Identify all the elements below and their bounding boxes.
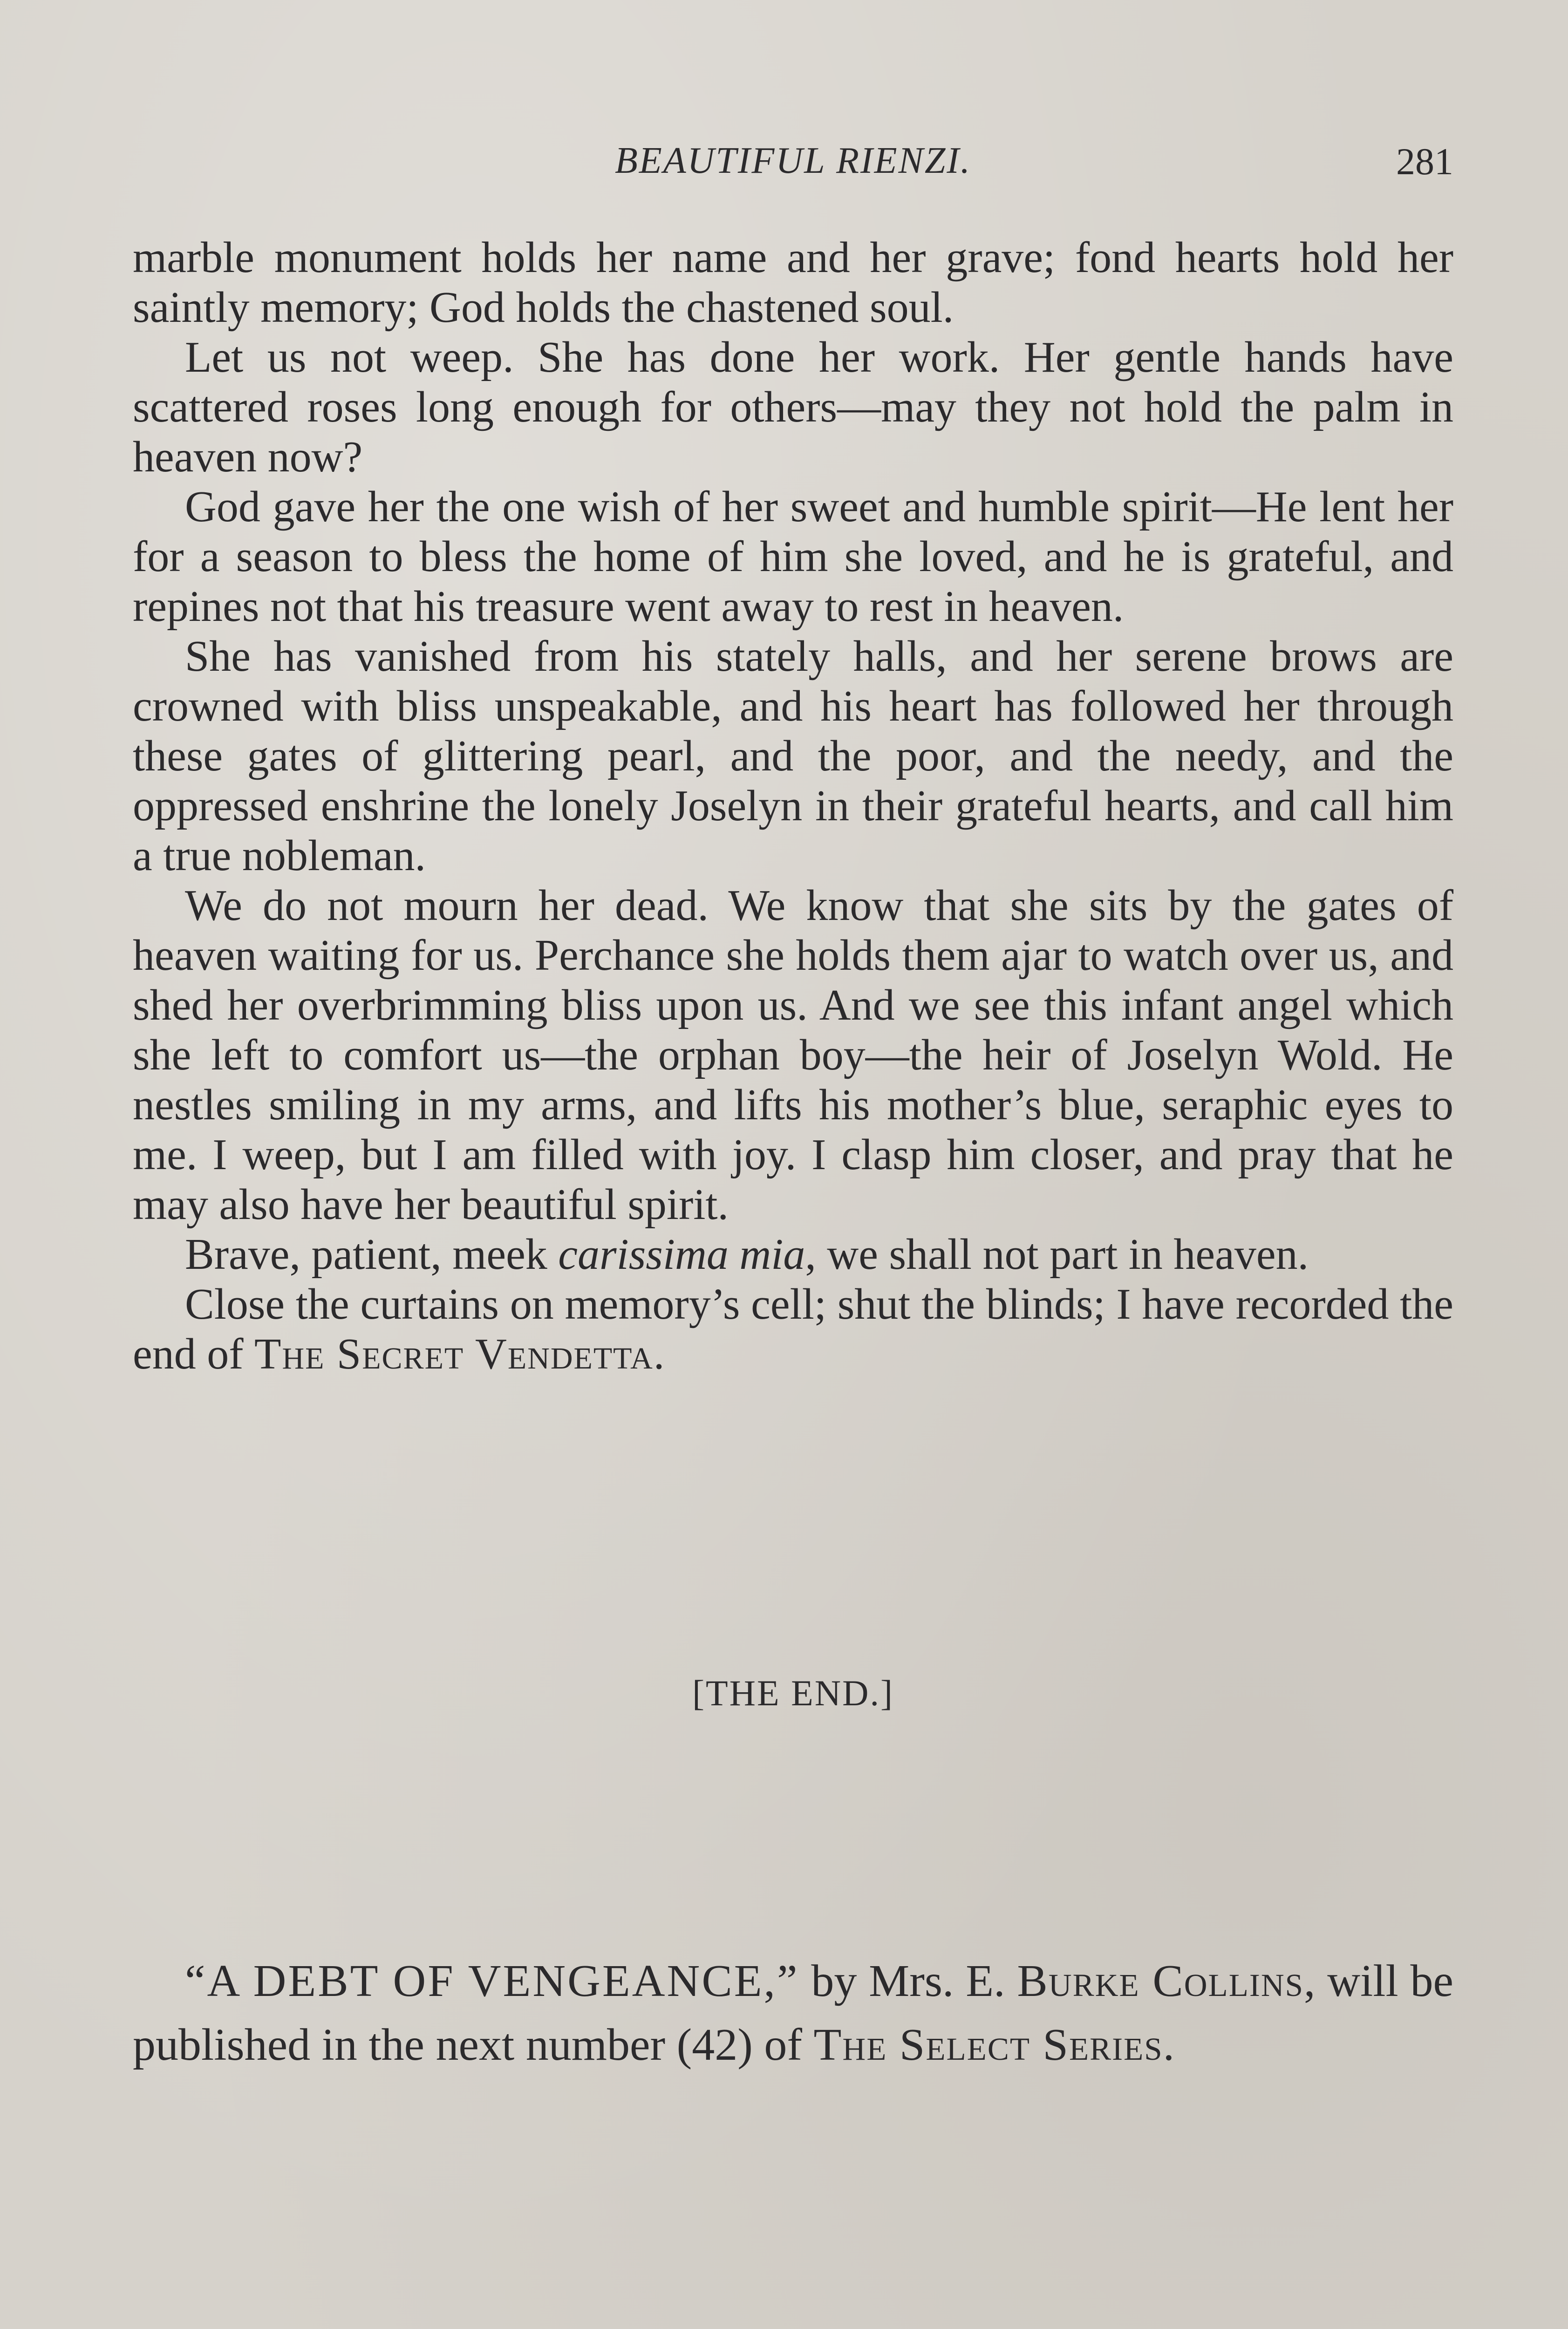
paragraph-4: She has vanished from his stately halls, and her serene brows are crowned with bliss unspeakable, and his heart has followed her through these gates of glittering pearl, and the poor, and the needy, and the oppressed enshrine the lonely Joselyn in their grateful hearts, and call him a true nobleman. — [133, 632, 1453, 880]
italic-phrase: carissima mia — [558, 1230, 805, 1279]
paragraph-7-start: Close the curtains on memory’s cell; shut the blinds; I have recorded the end of — [133, 1280, 1453, 1378]
notice-by: by Mrs. E. — [799, 1956, 1017, 2006]
paragraph-6-end: , we shall not part in heaven. — [805, 1230, 1309, 1279]
page-header — [133, 140, 1453, 191]
notice-series: The Select Series — [813, 2020, 1163, 2070]
paragraph-6 — [133, 1230, 1453, 1280]
notice-middle: , will be published in the next number (42) of — [133, 1956, 1454, 2070]
paragraph-7 — [133, 1280, 1453, 1379]
paragraph-3: God gave her the one wish of her sweet and humble spirit—He lent her for a season to bless the home of him she loved, and he is grateful, and repines not that his treasure went away to rest in heaven. — [133, 483, 1453, 631]
paragraph-2: Let us not weep. She has done her work. Her gentle hands have scattered roses long enough for others—may they not hold the palm in heaven now? — [133, 333, 1453, 481]
notice-end: . — [1163, 2020, 1175, 2070]
end-mark: [THE END.] — [692, 1673, 894, 1713]
running-title: BEAUTIFUL RIENZI. — [614, 140, 972, 181]
notice-title: “A DEBT OF VENGEANCE,” — [185, 1956, 799, 2006]
paragraph-7-end: . — [653, 1330, 665, 1378]
body-text — [133, 233, 1453, 1379]
paragraph-5: We do not mourn her dead. We know that she sits by the gates of heaven waiting for us. Perchance she holds them ajar to watch over us, and shed her overbrimming bliss upon us. And we see this infant angel which she left to comfort us—the orphan boy—the heir of Joselyn Wold. He nestles smiling in my arms, and lifts his mother’s blue, seraphic eyes to me. I weep, but I am filled with joy. I clasp him closer, and pray that he may also have her beautiful spirit. — [133, 881, 1453, 1229]
notice-author: Burke Collins — [1017, 1956, 1304, 2006]
page-number: 281 — [1396, 140, 1453, 183]
paragraph-6-start: Brave, patient, meek — [185, 1230, 559, 1279]
next-issue-notice — [133, 1949, 1453, 2077]
book-title: The Secret Vendetta — [254, 1330, 654, 1378]
paragraph-1: marble monument holds her name and her grave; fond hearts hold her saintly memory; God holds the chastened soul. — [133, 233, 1453, 332]
